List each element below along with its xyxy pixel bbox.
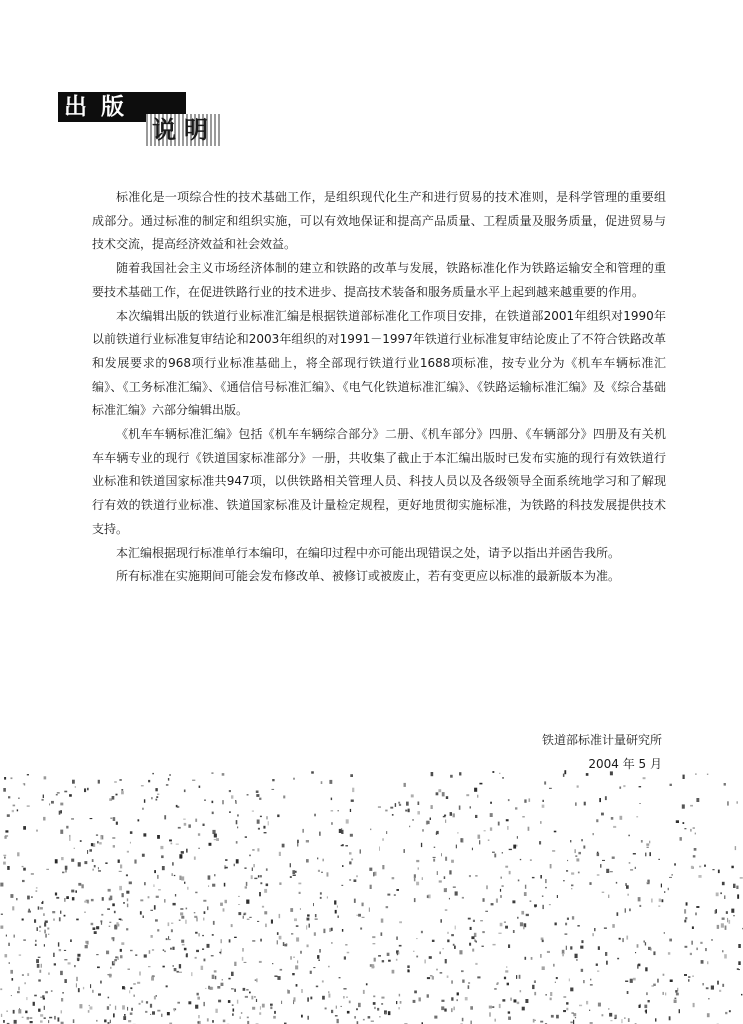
body-text (92, 186, 666, 589)
scan-noise (0, 770, 743, 1024)
signature-date: 2004 年 5 月 (588, 757, 662, 771)
paragraph: 本汇编根据现行标准单行本编印，在编印过程中亦可能出现错误之处，请予以指出并函告我所。 (116, 545, 621, 560)
signature-organization: 铁道部标准计量研究所 (541, 733, 662, 747)
paragraph: 《机车车辆标准汇编》包括《机车车辆综合部分》二册、《机车部分》四册、《车辆部分》四册及有关机车车辆专业的现行《铁道国家标准部分》一册，共收集了截止于本汇编出版时已发布实施的现行有效铁道行业标准和铁道国家标准共947项，以供铁路相关管理人员、科技人员以及各级领导全面系统地学习和了解现行有效的铁道行业标准、铁道国家标准及计量检定规程，更好地贯彻实施标准，为铁路的科技发展提供技术支持。 (92, 427, 666, 536)
section-title (58, 92, 298, 152)
paragraph: 标准化是一项综合性的技术基础工作，是组织现代化生产和进行贸易的技术准则，是科学管理的重要组成部分。通过标准的制定和组织实施，可以有效地保证和提高产品质量、工程质量及服务质量，促进贸易与技术交流，提高经济效益和社会效益。 (92, 190, 666, 252)
title-line-2: 说明 (146, 114, 222, 146)
signature (300, 728, 662, 776)
paragraph: 所有标准在实施期间可能会发布修改单、被修订或被废止，若有变更应以标准的最新版本为准。 (116, 569, 621, 584)
title-line-1: 出版 (64, 93, 138, 120)
paragraph: 随着我国社会主义市场经济体制的建立和铁路的改革与发展，铁路标准化作为铁路运输安全和管理的重要技术基础工作，在促进铁路行业的技术进步、提高技术装备和服务质量水平上起到越来越重要的作用。 (92, 261, 666, 299)
paragraph: 本次编辑出版的铁道行业标准汇编是根据铁道部标准化工作项目安排，在铁道部2001年组织对1990年以前铁道行业标准复审结论和2003年组织的对1991－1997年铁道行业标准复审结论废止了不符合铁路改革和发展要求的968项行业标准基础上，将全部现行铁道行业1688项标准，按专业分为《机车车辆标准汇编》、《工务标准汇编》、《通信信号标准汇编》、《电气化铁道标准汇编》、《铁路运输标准汇编》及《综合基础标准汇编》六部分编辑出版。 (92, 308, 666, 418)
